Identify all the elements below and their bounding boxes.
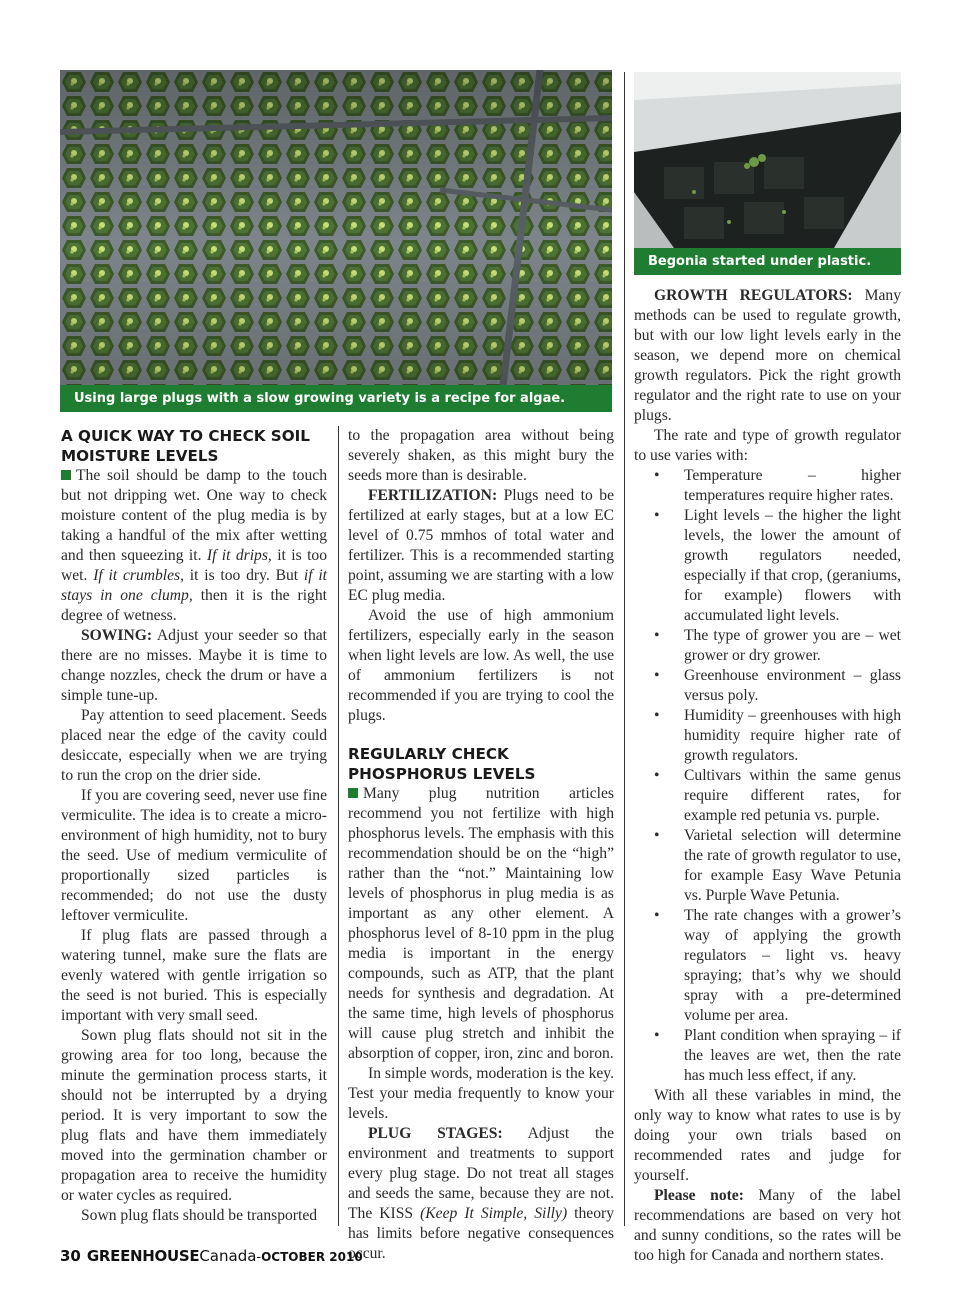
germination-paragraph: Sown plug flats should not sit in the growing area for too long, because the minute the germination process starts, it should not be interrupted by a drying period. It is very important to sow the plug flats and have them immediately moved into the germination chamber or propagation area to receive the humidity or water cycles as required. — [61, 1027, 327, 1204]
watering-tunnel-paragraph: If plug flats are passed through a watering tunnel, make sure the flats are evenly watered with gentle irrigation so the seed is not buried. This is especially important with very small seed. — [61, 927, 327, 1024]
fertilization-paragraph: FERTILIZATION: Plugs need to be fertilized at early stages, but at a low EC level of 0.75 mmhos of total water and fertilizer. This is a recommended starting point, assuming we are starting with a low EC plug media. — [348, 487, 614, 604]
plug-trays-photo — [60, 70, 612, 412]
list-item: • Greenhouse environment – glass versus poly. — [654, 667, 901, 704]
section-marker-icon — [348, 788, 358, 798]
page-footer — [60, 1247, 363, 1265]
list-item: • The type of grower you are – wet grower or dry grower. — [654, 627, 901, 664]
transport-continued-paragraph: to the propagation area without being severely shaken, as this might bury the seeds more than is desirable. — [348, 427, 614, 484]
column-divider-2 — [624, 72, 625, 1226]
sowing-paragraph: SOWING: Adjust your seeder so that there are no misses. Maybe it is time to change nozzles, check the drum or have a simple tune-up. — [61, 627, 327, 704]
seed-placement-paragraph: Pay attention to seed placement. Seeds placed near the edge of the cavity could desiccate, especially when we are trying to run the crop on the drier side. — [61, 707, 327, 784]
right-photo-caption: Begonia started under plastic. — [634, 248, 901, 275]
page-number: 30 — [60, 1247, 81, 1265]
column-divider-1 — [338, 426, 339, 1226]
transport-paragraph: Sown plug flats should be transported — [81, 1207, 318, 1224]
phosphorus-paragraph: Many plug nutrition articles recommend you not fertilize with high phosphorus levels. The emphasis with this recommendation should be on the “high” rather than the “not.” Maintaining low levels of phosphorus in plug media is as important as any other element. A phosphorus level of 8-10 ppm in the plug media is important in the energy compounds, such as ATP, that the plant needs for synthesis and degradation. At the same time, high levels of phosphorus will cause plug stretch and inhibit the absorption of copper, iron, zinc and boron. — [348, 785, 614, 1062]
growth-regulators-paragraph: GROWTH REGULATORS: Many methods can be used to regulate growth, but with our low light levels early in the season, we depend more on chemical growth regulators. Pick the right growth regulator and the right rate to use on your plugs. — [634, 287, 901, 424]
column-3 — [634, 286, 901, 1266]
column-2 — [348, 426, 614, 1264]
column-1 — [61, 426, 327, 1226]
section-heading-phosphorus — [348, 744, 614, 784]
left-photo-caption: Using large plugs with a slow growing variety is a recipe for algae. — [60, 385, 612, 412]
section-marker-icon — [61, 470, 71, 480]
vermiculite-paragraph: If you are covering seed, never use fine vermiculite. The idea is to create a micro-environment of high humidity, not to bury the seed. Use of medium vermiculite of proportionally sized particles is recommended; do not use the dusty leftover vermiculite. — [61, 787, 327, 924]
list-item: • Varietal selection will determine the rate of growth regulator to use, for example Easy Wave Petunia vs. Purple Wave Petunia. — [654, 827, 901, 904]
trials-paragraph: With all these variables in mind, the only way to know what rates to use is by doing your own trials based on recommended rates and judge for yourself. — [634, 1087, 901, 1184]
issue-date: OCTOBER 2010 — [261, 1250, 363, 1264]
heading-line-1: REGULARLY CHECK — [348, 745, 509, 763]
plug-stages-paragraph: PLUG STAGES: Adjust the environment and treatments to support every plug stage. Do not treat all stages and seeds the same, because they are not. The KISS (Keep It Simple, Silly) theory has limits before negative consequences occur. — [348, 1125, 614, 1262]
footer-separator: - — [256, 1250, 262, 1265]
please-note-paragraph: Please note: Many of the label recommendations are based on very hot and sunny conditions, so the rates will be too high for Canada and northern states. — [634, 1187, 901, 1264]
heading-line-1: A QUICK WAY TO CHECK SOIL — [61, 427, 310, 445]
rate-type-paragraph: The rate and type of growth regulator to use varies with: — [634, 427, 901, 464]
heading-line-2: PHOSPHORUS LEVELS — [348, 765, 536, 783]
ammonium-paragraph: Avoid the use of high ammonium fertilizers, especially early in the season when light levels are low. As well, the use of ammonium fertilizers is not recommended if you are trying to cool the plugs. — [348, 607, 614, 724]
list-item: • The rate changes with a grower’s way of applying the growth regulators – light vs. heavy spraying; that’s why we should spray with a pre-determined volume per area. — [654, 907, 901, 1024]
magazine-name-light: Canada — [199, 1247, 257, 1265]
list-item: • Plant condition when spraying – if the leaves are wet, then the rate has much less effect, if any. — [654, 1027, 901, 1084]
list-item: • Humidity – greenhouses with high humidity require higher rate of growth regulators. — [654, 707, 901, 764]
list-item: • Cultivars within the same genus require different rates, for example red petunia vs. purple. — [654, 767, 901, 824]
moisture-paragraph: The soil should be damp to the touch but not dripping wet. One way to check moisture content of the plug media is by taking a handful of the mix after wetting and then squeezing it. If it drips, it is too wet. If it crumbles, it is too dry. But if it stays in one clump, then it is the right degree of wetness. — [61, 467, 328, 624]
magazine-name-bold: GREENHOUSE — [86, 1247, 200, 1265]
variables-list — [634, 466, 901, 1086]
moderation-paragraph: In simple words, moderation is the key. Test your media frequently to know your levels. — [348, 1065, 614, 1122]
list-item: • Light levels – the higher the light levels, the lower the amount of growth regulators needed, especially if that crop, (geraniums, for example) flowers with accumulated light levels. — [654, 507, 901, 624]
section-heading-moisture — [61, 426, 327, 466]
begonia-photo — [634, 72, 901, 248]
list-item: • Temperature – higher temperatures require higher rates. — [654, 467, 901, 504]
heading-line-2: MOISTURE LEVELS — [61, 447, 219, 465]
